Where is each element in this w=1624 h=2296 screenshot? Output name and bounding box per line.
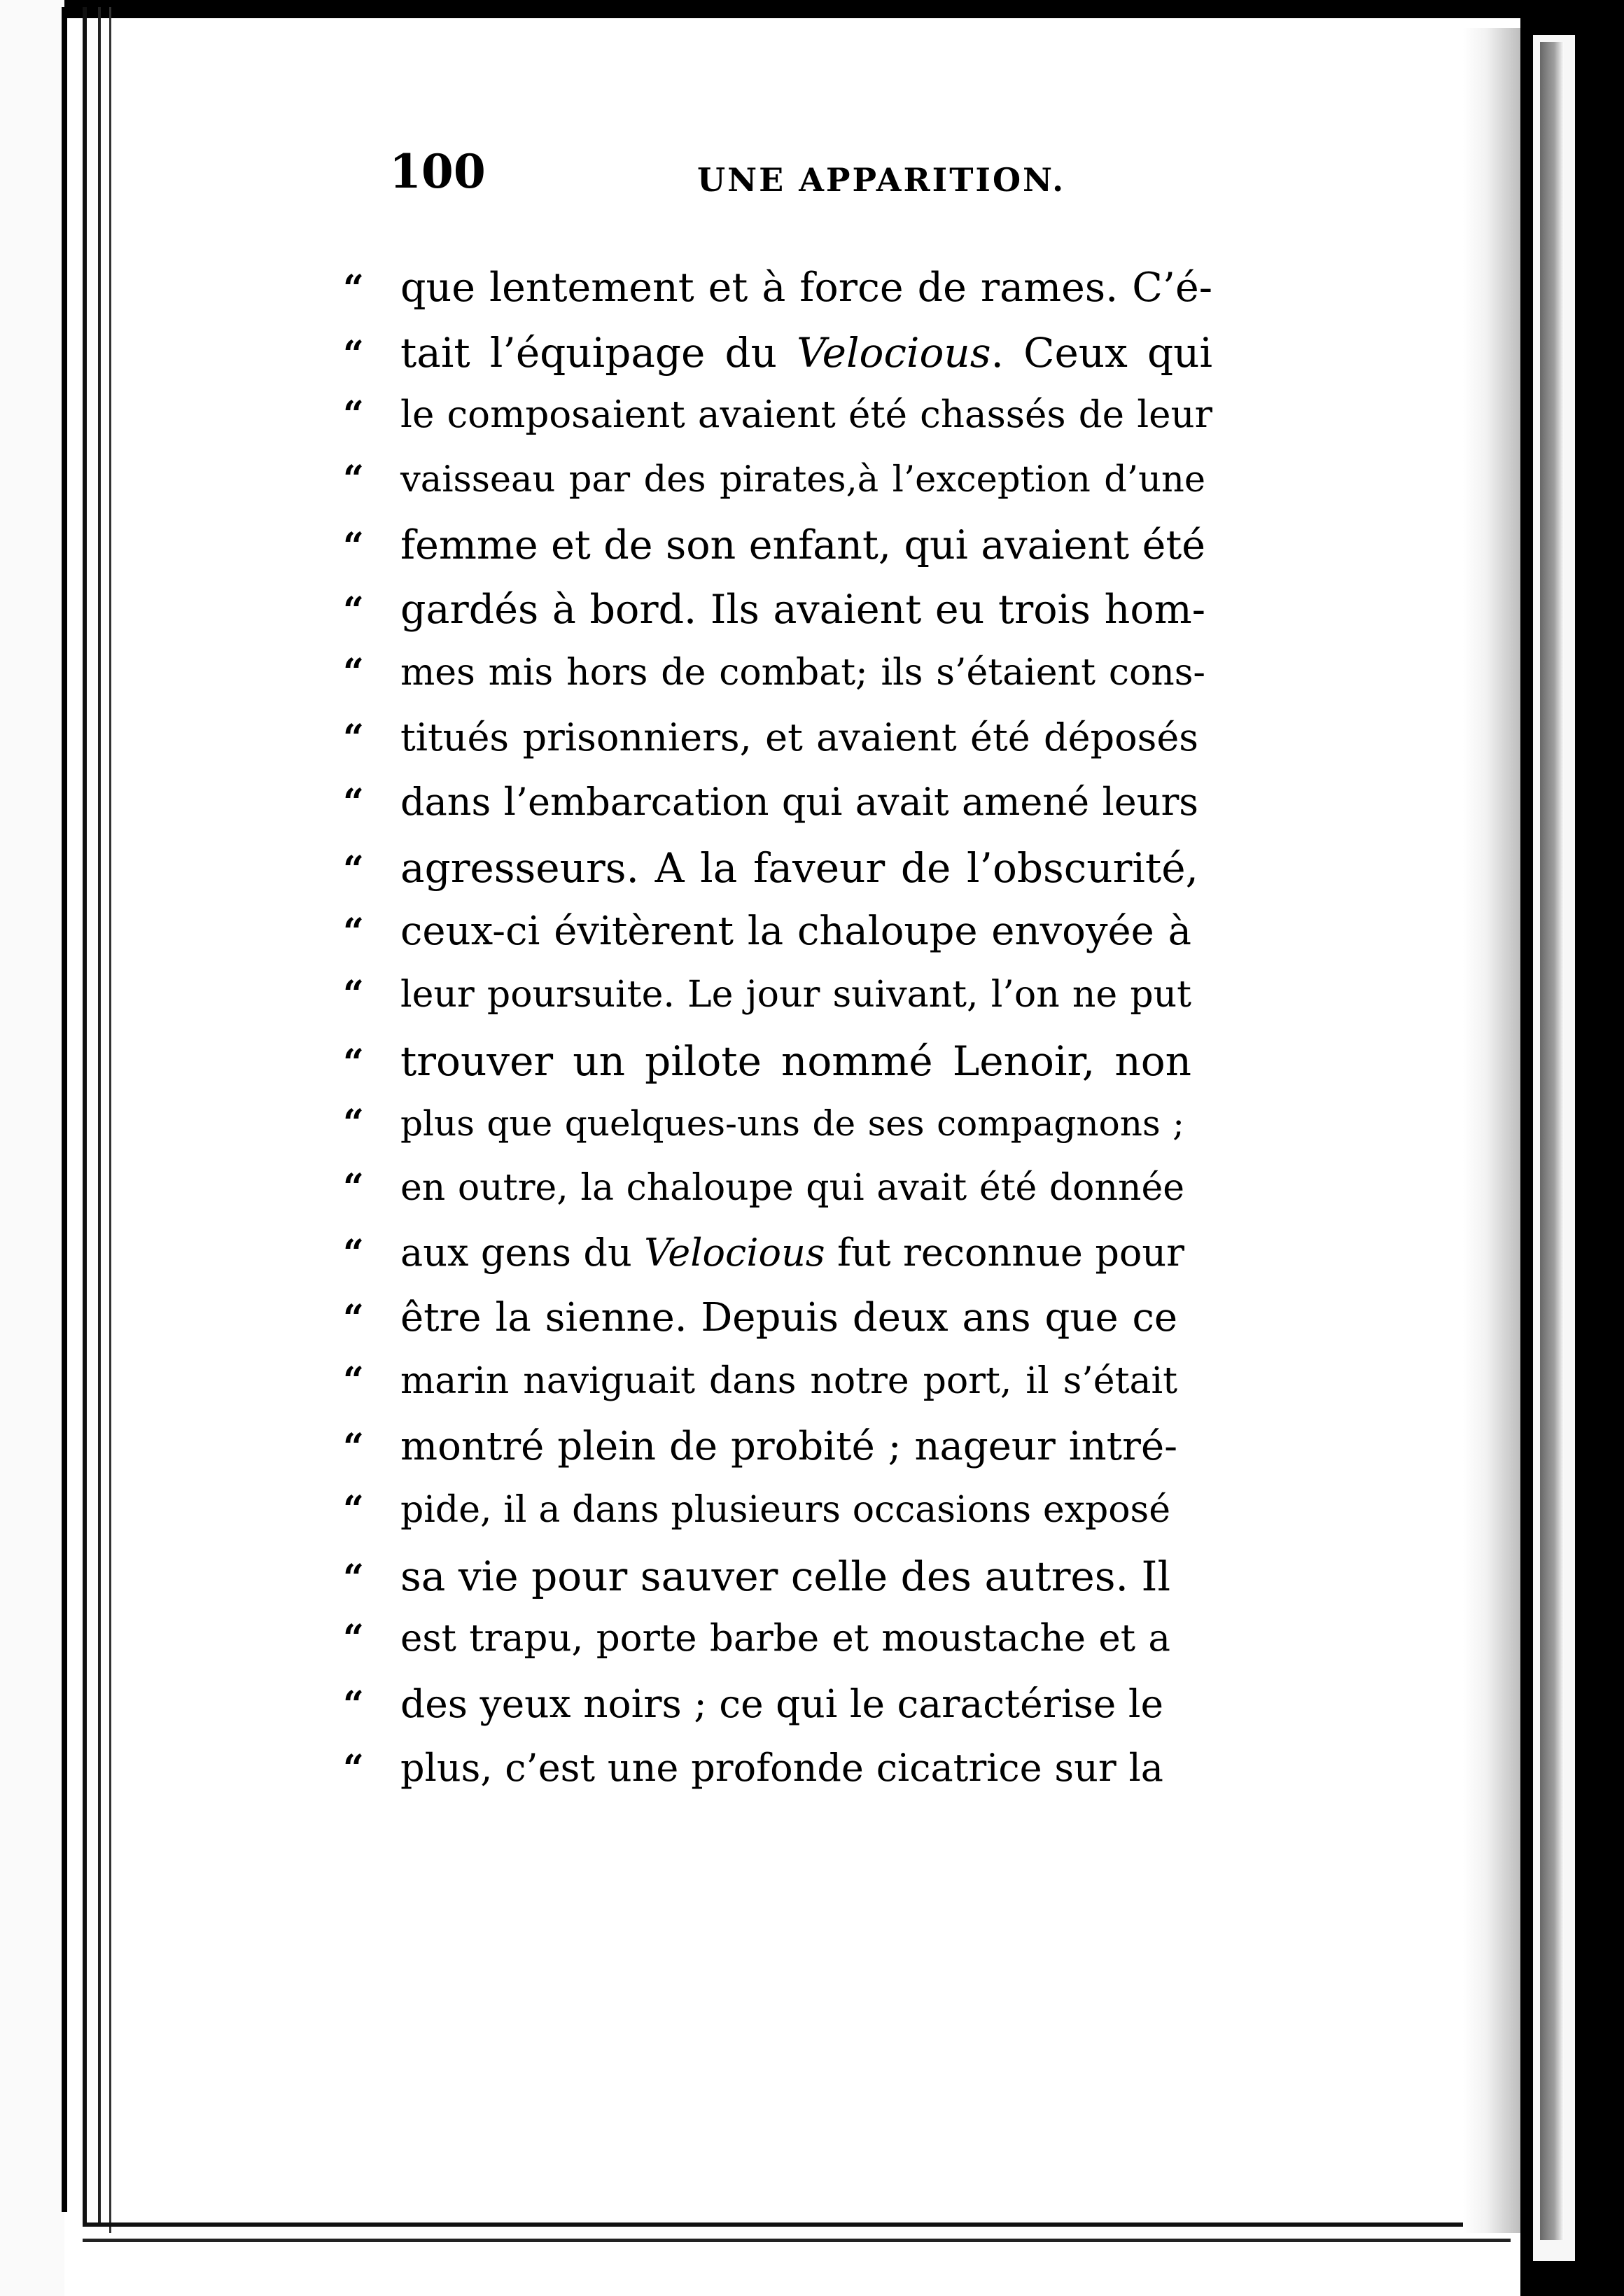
opening-quote-mark: “ (343, 1747, 364, 1790)
line-text-post: . Ceux qui (990, 329, 1213, 377)
opening-quote-mark: “ (343, 333, 364, 376)
text-line (343, 1617, 1323, 1681)
line-text-pre: tait l’équipage du (400, 329, 797, 377)
opening-quote-mark: “ (343, 1359, 364, 1402)
page-stack-edge (98, 7, 101, 2226)
text-line (343, 587, 1323, 651)
opening-quote-mark: “ (343, 717, 364, 760)
page-bottom-edge (83, 2239, 1511, 2242)
text-line (343, 780, 1323, 844)
line-text-pre: aux gens du (400, 1231, 645, 1275)
opening-quote-mark: “ (343, 1557, 364, 1600)
opening-quote-mark: “ (343, 781, 364, 824)
italic-ship-name: Velocious (644, 1231, 825, 1275)
opening-quote-mark: “ (343, 973, 364, 1016)
text-line (343, 844, 1323, 909)
text-line (343, 715, 1323, 780)
line-text: le composaient avaient été chassés de leur (400, 393, 1212, 436)
text-line (343, 1359, 1323, 1424)
text-line (343, 1746, 1323, 1810)
opening-quote-mark: “ (343, 589, 364, 632)
line-text: être la sienne. Depuis deux ans que ce (400, 1295, 1177, 1340)
opening-quote-mark: “ (343, 1042, 364, 1084)
opening-quote-mark: “ (343, 911, 364, 953)
opening-quote-mark: “ (343, 1617, 364, 1660)
line-text-post: fut reconnue pour (825, 1231, 1184, 1275)
opening-quote-mark: “ (343, 1232, 364, 1275)
page-header (389, 144, 1089, 207)
line-text: sa vie pour sauver celle des autres. Il (400, 1553, 1170, 1600)
text-line (343, 1681, 1323, 1746)
page-bottom-edge (83, 2222, 1483, 2227)
line-text: femme et de son enfant, qui avaient été (400, 522, 1205, 568)
opening-quote-mark: “ (343, 848, 364, 891)
text-line (343, 1037, 1323, 1102)
text-line (343, 1102, 1323, 1166)
line-text: marin naviguait dans notre port, il s’était (400, 1360, 1177, 1402)
opening-quote-mark: “ (343, 1426, 364, 1469)
text-line (343, 1424, 1323, 1488)
text-line (343, 329, 1323, 393)
line-text (400, 1231, 1184, 1275)
text-line (343, 1488, 1323, 1553)
opening-quote-mark: “ (343, 1684, 364, 1726)
body-text (343, 265, 1323, 1810)
text-line (343, 522, 1323, 587)
facing-page-fold (1540, 42, 1564, 2240)
line-text: montré plein de probité ; nageur intré- (400, 1424, 1177, 1469)
page-stack-edge (83, 7, 87, 2226)
page-stack-edge (109, 7, 111, 2233)
line-text: titués prisonniers, et avaient été déposés (400, 715, 1198, 760)
line-text: que lentement et à force de rames. C’é- (400, 265, 1212, 311)
italic-ship-name: Velocious (797, 329, 991, 377)
line-text: plus que quelques-uns de ses compagnons ; (400, 1103, 1184, 1144)
scanner-top-edge (0, 0, 1624, 18)
line-text: pide, il a dans plusieurs occasions exposé (400, 1489, 1170, 1531)
text-line (343, 973, 1323, 1037)
line-text: mes mis hors de combat; ils s’étaient cons- (400, 652, 1205, 694)
line-text: des yeux noirs ; ce qui le caractérise le (400, 1681, 1163, 1726)
line-text: trouver un pilote nommé Lenoir, non (400, 1037, 1191, 1085)
line-text: gardés à bord. Ils avaient eu trois hom- (400, 587, 1205, 633)
opening-quote-mark: “ (343, 525, 364, 568)
opening-quote-mark: “ (343, 1488, 364, 1531)
opening-quote-mark: “ (343, 651, 364, 694)
opening-quote-mark: “ (343, 1166, 364, 1209)
line-text: ceux-ci évitèrent la chaloupe envoyée à (400, 909, 1191, 954)
line-text: en outre, la chaloupe qui avait été donnée (400, 1167, 1184, 1209)
line-text: est trapu, porte barbe et moustache et a (400, 1617, 1170, 1660)
line-text: plus, c’est une profonde cicatrice sur la (400, 1746, 1163, 1790)
opening-quote-mark: “ (343, 1102, 364, 1144)
opening-quote-mark: “ (343, 393, 364, 436)
text-line (343, 1553, 1323, 1617)
page-left-edge-line (62, 7, 67, 2212)
running-head: UNE APPARITION. (697, 161, 1066, 199)
line-text: vaisseau par des pirates,à l’exception d’une (400, 459, 1205, 500)
opening-quote-mark: “ (343, 1297, 364, 1340)
line-text: agresseurs. A la faveur de l’obscurité, (400, 844, 1198, 892)
text-line (343, 651, 1323, 715)
text-line (343, 1166, 1323, 1231)
line-text (400, 329, 1212, 377)
page-number: 100 (389, 144, 486, 199)
line-text: leur poursuite. Le jour suivant, l’on ne put (400, 974, 1191, 1016)
text-line (343, 393, 1323, 458)
facing-page-shadow (1463, 28, 1520, 2233)
text-line (343, 265, 1323, 329)
scanner-left-margin (0, 0, 64, 2296)
text-line (343, 909, 1323, 973)
text-line (343, 1295, 1323, 1359)
line-text: dans l’embarcation qui avait amené leurs (400, 780, 1198, 824)
opening-quote-mark: “ (343, 267, 364, 310)
opening-quote-mark: “ (343, 458, 364, 500)
text-line (343, 1231, 1323, 1295)
text-line (343, 458, 1323, 522)
